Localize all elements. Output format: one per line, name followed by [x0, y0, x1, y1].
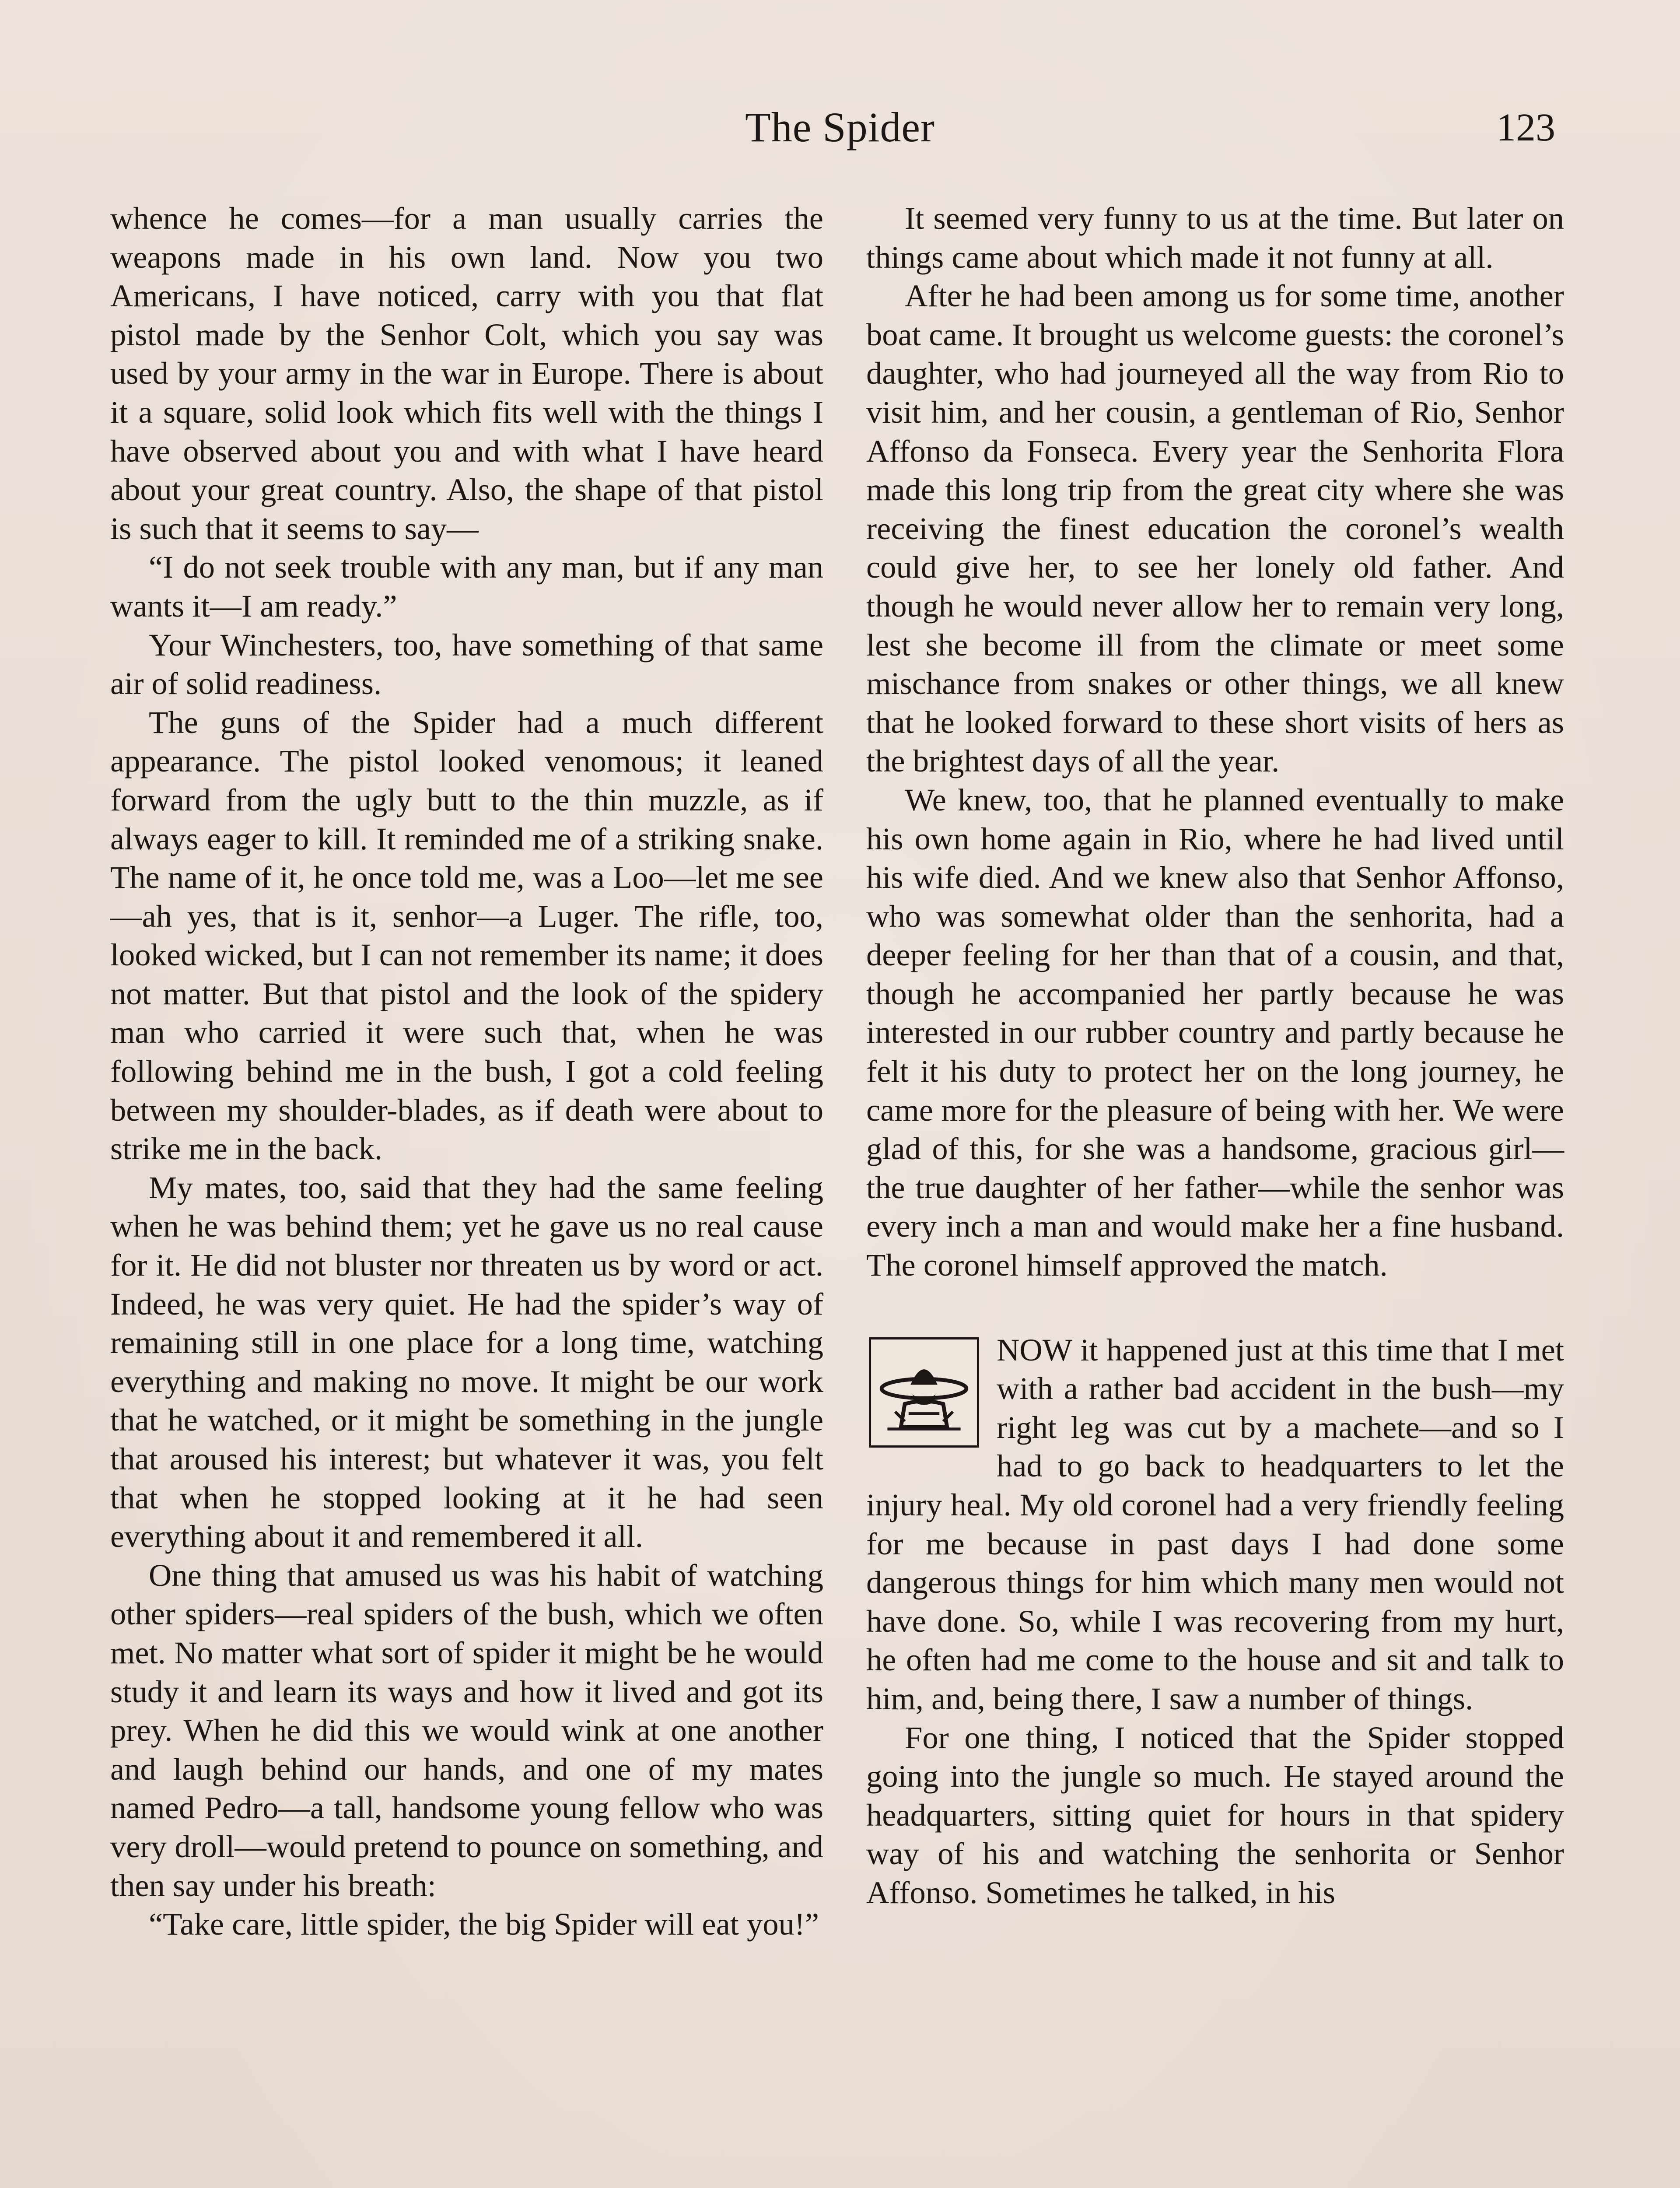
paragraph: One thing that amused us was his habit of watching other spiders—real spiders of the bush, which we often met. No matter what sort of spider it might be he would study it and learn its ways and how it lived and got its prey. When he did this we would wink at one another and laugh behind our hands, and one of my mates named Pedro—a tall, handsome young fellow who was very droll—would pretend to pounce on something, and then say under his breath:: [110, 1557, 823, 1903]
left-column: [110, 199, 823, 1944]
decorative-vignette: [876, 1344, 972, 1441]
running-title: The Spider: [745, 104, 935, 151]
paragraph: Your Winchesters, too, have something of that same air of solid readiness.: [110, 627, 823, 701]
paragraph: We knew, too, that he planned eventually to make his own home again in Rio, where he had lived until his wife died. And we knew also that Senhor Affonso, who was somewhat older than the senhorita, had a deeper feeling for her than that of a cousin, and that, though he accompanied her partly because he was interested in our rubber country and partly because he felt it his duty to protect her on the long journey, he came more for the pleasure of being with her. We were glad of this, for she was a handsome, gracious girl—the true daughter of her father—while the senhor was every inch a man and would make her a fine husband. The coronel himself approved the match.: [866, 782, 1564, 1283]
paragraph: For one thing, I noticed that the Spider stopped going into the jungle so much. He stayed around the headquarters, sitting quiet for hours in that spidery way of his and watching the senhorita or Senhor Affonso. Sometimes he talked, in his: [866, 1719, 1564, 1910]
paragraph: After he had been among us for some time, another boat came. It brought us welcome guests: the coronel’s daughter, who had journeyed all the way from Rio to visit him, and her cousin, a gentleman of Rio, Senhor Affonso da Fonseca. Every year the Senhorita Flora made this long trip from the great city where she was receiving the finest education the coronel’s wealth could give her, to see her lonely old father. And though he would never allow her to remain very long, lest she become ill from the climate or meet some mischance from snakes or other things, we all knew that he looked forward to these short visits of hers as the brightest days of all the year.: [866, 278, 1564, 779]
paragraph: NOW it happened just at this time that I met with a rather bad accident in the bush—my right leg was cut by a machete—and so I had to go back to headquarters to let the injury heal. My old coronel had a very friendly feeling for me because in past days I had done some dangerous things for him which many men would not have done. So, while I was recovering from my hurt, he often had me come to the house and sit and talk to him, and, being there, I saw a number of things.: [866, 1332, 1564, 1716]
paragraph: It seemed very funny to us at the time. But later on things came about which made it not funny at all.: [866, 200, 1564, 275]
paragraph: whence he comes—for a man usually carries the weapons made in his own land. Now you two Americans, I have noticed, carry with you that flat pistol made by the Senhor Colt, which you say was used by your army in the war in Europe. There is about it a square, solid look which fits well with the things I have observed about you and with what I have heard about your great country. Also, the shape of that pistol is such that it seems to say—: [110, 200, 823, 546]
right-column: [866, 199, 1564, 1912]
paragraph: “I do not seek trouble with any man, but if any man wants it—I am ready.”: [110, 549, 823, 624]
paragraph: The guns of the Spider had a much different appearance. The pistol looked venomous; it leaned forward from the ugly butt to the thin muzzle, as if always eager to kill. It reminded me of a striking snake. The name of it, he once told me, was a Loo—let me see—ah yes, that is it, senhor—a Luger. The rifle, too, looked wicked, but I can not remember its name; it does not matter. But that pistol and the look of the spidery man who carried it were such that, when he was following behind me in the bush, I got a cold feeling between my shoulder-blades, as if death were about to strike me in the back.: [110, 704, 823, 1167]
paragraph: “Take care, little spider, the big Spider will eat you!”: [149, 1906, 819, 1942]
sombrero-figure-icon: [869, 1337, 979, 1448]
page-number: 123: [1496, 106, 1555, 149]
paragraph: My mates, too, said that they had the same feeling when he was behind them; yet he gave us no real cause for it. He did not bluster nor threaten us by word or act. Indeed, he was very quiet. He had the spider’s way of remaining still in one place for a long time, watching everything and making no move. It might be our work that he watched, or it might be something in the jungle that aroused his interest; but whatever it was, you felt that when he stopped looking at it he had seen everything about it and remembered it all.: [110, 1169, 823, 1554]
